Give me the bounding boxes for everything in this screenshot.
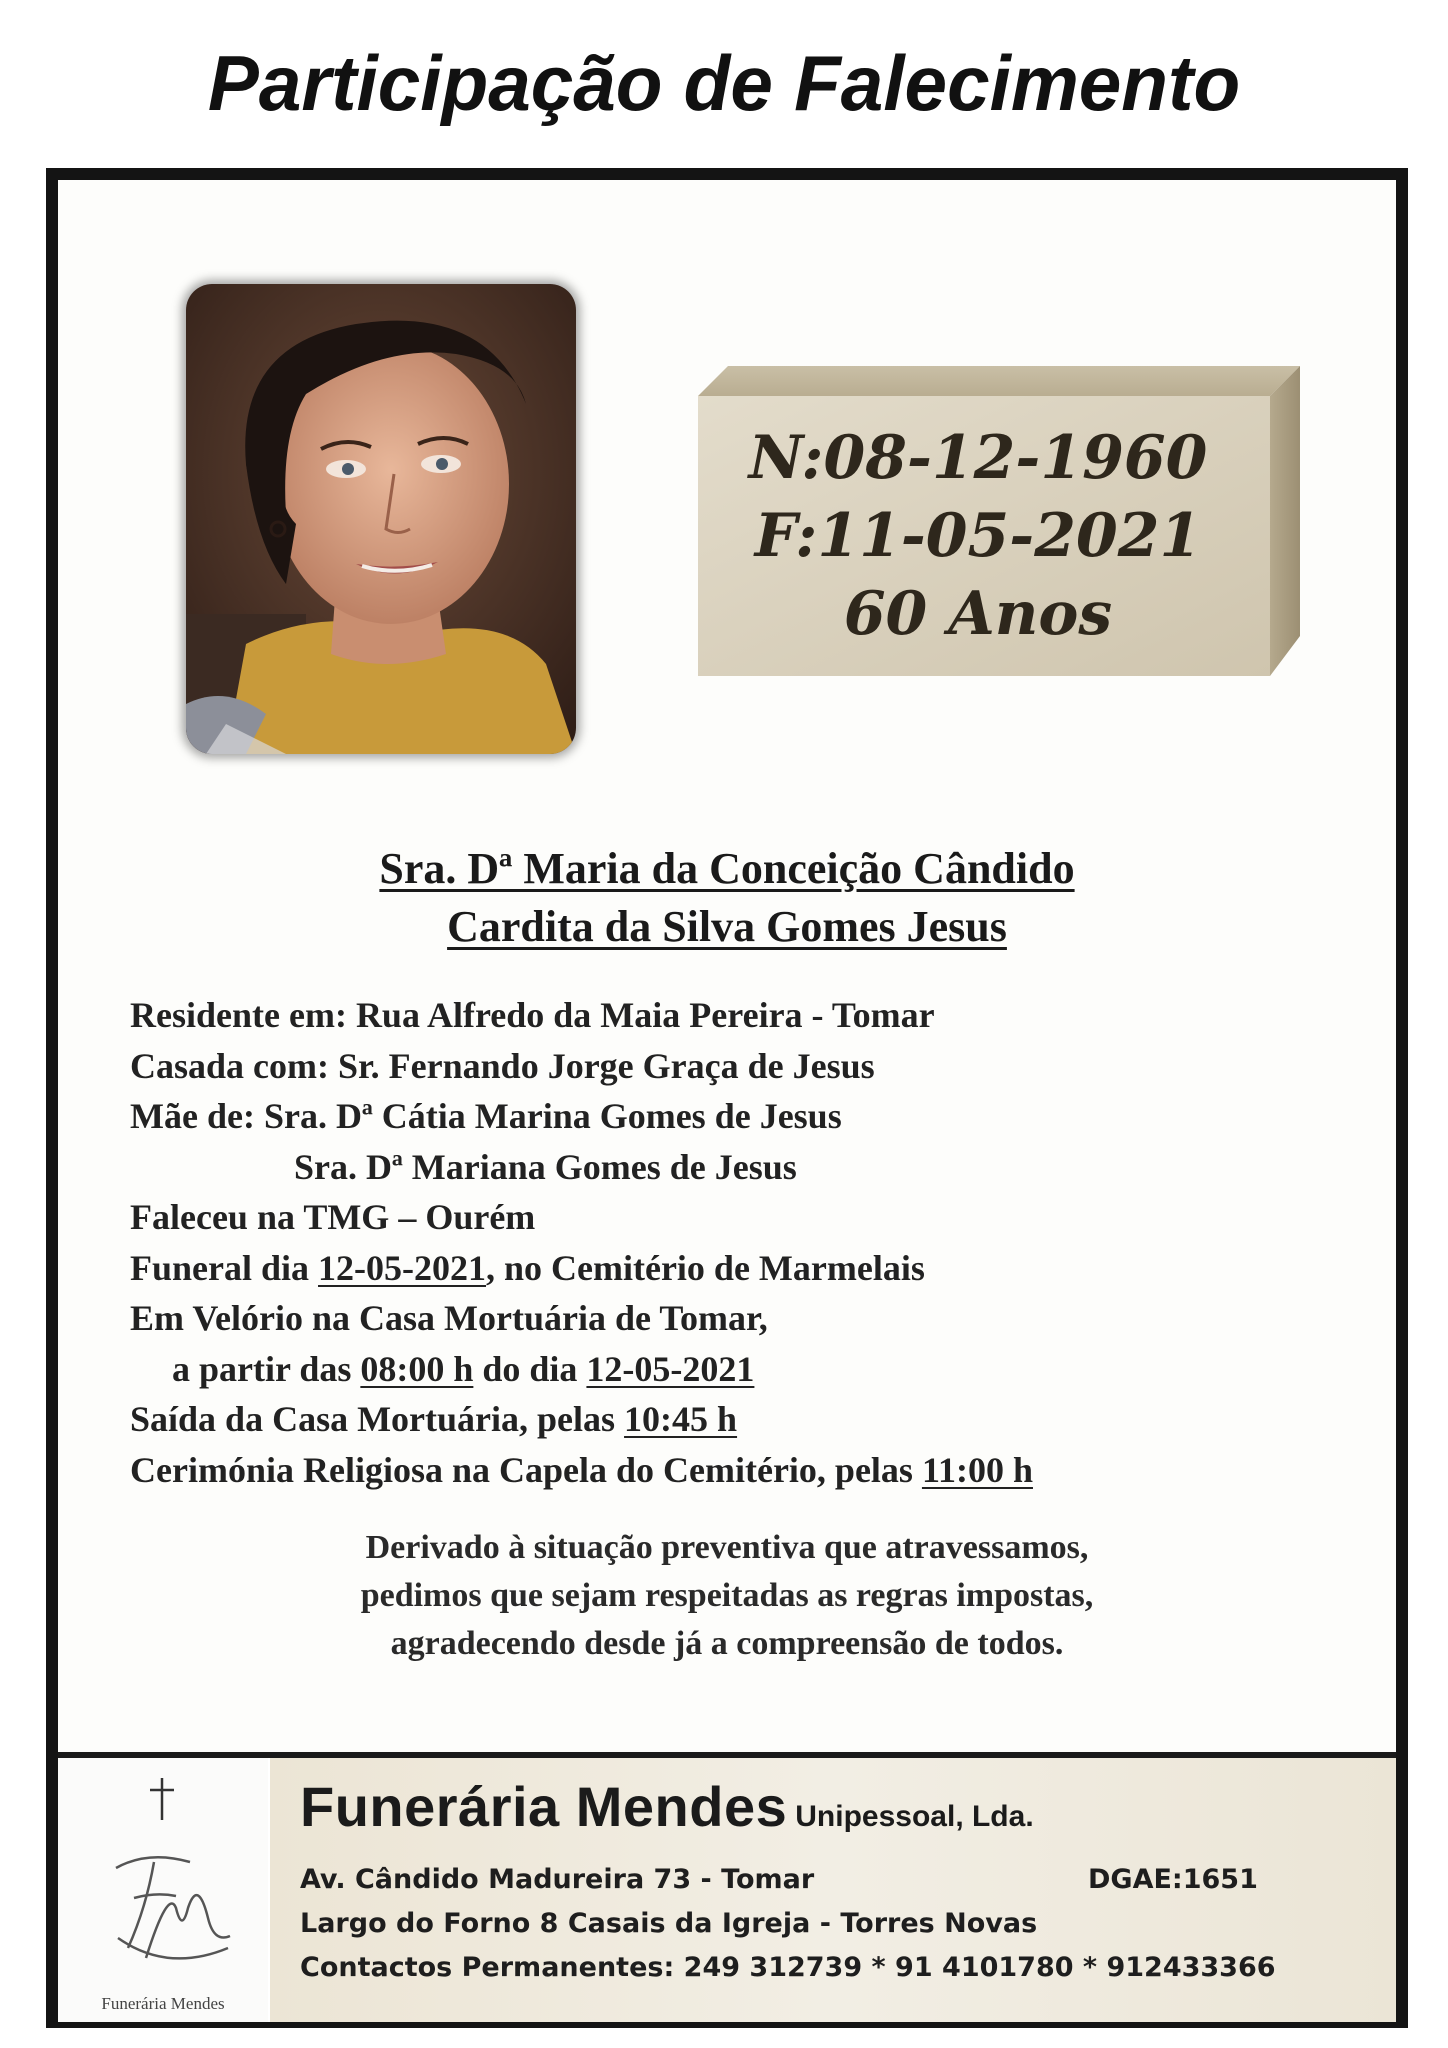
departure-line <box>130 1394 1330 1445</box>
portrait-illustration <box>186 284 576 754</box>
residence-value: Rua Alfredo da Maia Pereira - Tomar <box>355 995 935 1035</box>
death-date: F:11-05-2021 <box>754 501 1202 571</box>
death-place-line: Faleceu na TMG – Ourém <box>130 1197 536 1237</box>
departure-prefix: Saída da Casa Mortuária, pelas <box>130 1399 625 1439</box>
wake-prefix: a partir das <box>172 1348 361 1389</box>
birth-date: N:08-12-1960 <box>748 423 1208 493</box>
page-title: Participação de Falecimento <box>207 39 1241 127</box>
plaque-text <box>698 366 1258 676</box>
funeral-date: 12-05-2021 <box>318 1247 486 1288</box>
name-line-1: Sra. Dª Maria da Conceição Cândido <box>379 844 1075 893</box>
logo-mark <box>58 1758 268 1998</box>
monogram-icon <box>116 1857 230 1958</box>
funeral-home-footer <box>58 1752 1396 2022</box>
contact-band <box>270 1758 1396 2022</box>
child-2: Sra. Dª Mariana Gomes de Jesus <box>294 1146 797 1187</box>
funeral-prefix: Funeral dia <box>130 1247 319 1288</box>
logo-caption: Funerária Mendes <box>101 1994 225 2013</box>
wake-time: 08:00 h <box>360 1348 474 1389</box>
wake-time-line <box>130 1344 1330 1395</box>
notice-line-2: pedimos que sejam respeitadas as regras impostas, <box>360 1577 1094 1614</box>
funeral-line <box>130 1243 1330 1294</box>
brand-name <box>300 1774 1034 1839</box>
children-label: Mãe de: <box>130 1096 264 1136</box>
name-line-2: Cardita da Silva Gomes Jesus <box>447 902 1007 951</box>
covid-notice <box>58 1524 1396 1668</box>
children-line <box>130 1091 1330 1142</box>
wake-line: Em Velório na Casa Mortuária de Tomar, <box>130 1298 768 1338</box>
child-1: Sra. Dª Cátia Marina Gomes de Jesus <box>263 1096 842 1136</box>
address-torres-novas: Largo do Forno 8 Casais da Igreja - Torres Novas <box>300 1908 1038 1939</box>
residence-line <box>130 990 1330 1041</box>
ceremony-line <box>130 1445 1330 1496</box>
cross-icon <box>150 1778 174 1820</box>
departure-time: 10:45 h <box>624 1399 738 1439</box>
brand-suffix: Unipessoal, Lda. <box>795 1800 1034 1833</box>
spouse-label: Casada com: <box>130 1045 338 1086</box>
brand-main: Funerária Mendes <box>300 1775 788 1838</box>
dates-plaque <box>698 366 1300 676</box>
address-tomar: Av. Cândido Madureira 73 - Tomar <box>300 1864 815 1895</box>
wake-mid: do dia <box>473 1348 587 1389</box>
age: 60 Anos <box>843 579 1113 649</box>
notice-line-1: Derivado à situação preventiva que atravessamos, <box>365 1529 1089 1566</box>
ceremony-time: 11:00 h <box>921 1449 1033 1490</box>
ceremony-prefix: Cerimónia Religiosa na Capela do Cemitério, pelas <box>130 1449 922 1490</box>
contacts: Contactos Permanentes: 249 312739 * 91 4101780 * 912433366 <box>300 1952 1276 1983</box>
spouse-value: Sr. Fernando Jorge Graça de Jesus <box>337 1045 875 1086</box>
children-line-2 <box>130 1142 1330 1193</box>
wake-date: 12-05-2021 <box>586 1348 755 1389</box>
dgae-number: DGAE:1651 <box>1088 1864 1258 1895</box>
notice-line-3: agradecendo desde já a compreensão de todos. <box>390 1625 1064 1662</box>
residence-label: Residente em: <box>130 995 356 1035</box>
funeral-home-logo <box>58 1758 268 2022</box>
spouse-line <box>130 1041 1330 1092</box>
portrait-photo <box>186 284 576 754</box>
deceased-name <box>58 840 1396 956</box>
funeral-suffix: , no Cemitério de Marmelais <box>486 1247 925 1288</box>
funeral-details <box>130 990 1330 1495</box>
notice-frame <box>46 168 1408 2028</box>
